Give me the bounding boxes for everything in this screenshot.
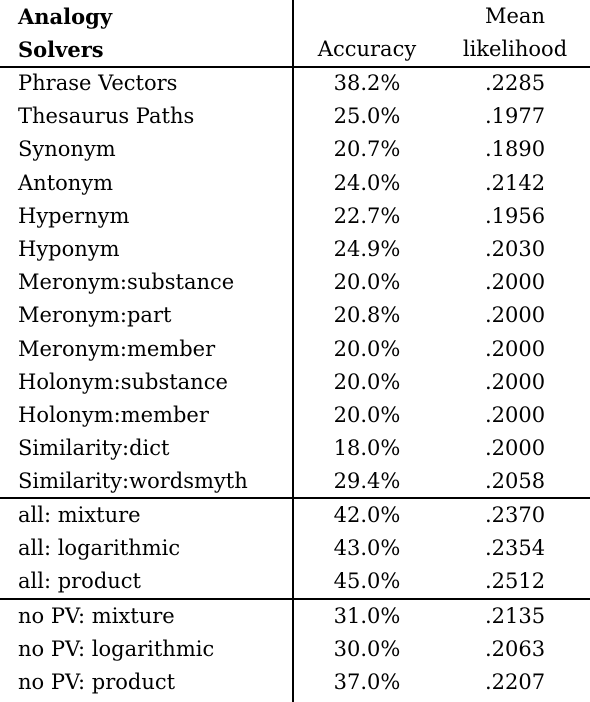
table-row: [0, 600, 590, 633]
accuracy-cell: 31.0%: [333, 604, 401, 628]
table-row: [0, 133, 590, 166]
accuracy-cell: 24.0%: [333, 170, 401, 195]
solver-name-cell: Similarity:wordsmyth: [18, 469, 248, 494]
group-individual-solvers: [0, 67, 590, 498]
accuracy-cell: 30.0%: [333, 637, 401, 662]
header-analogy-solvers-line2: Solvers: [18, 37, 104, 62]
accuracy-cell: 25.0%: [333, 104, 401, 129]
likelihood-cell: .2207: [484, 670, 546, 695]
solver-name-cell: Thesaurus Paths: [18, 104, 195, 129]
accuracy-cell: 38.2%: [333, 71, 401, 95]
header-accuracy: Accuracy: [317, 37, 417, 61]
solver-name-cell: Synonym: [18, 137, 116, 162]
likelihood-cell: .1890: [484, 137, 546, 162]
header-analogy-solvers: [18, 0, 112, 66]
table-row: [0, 666, 590, 699]
solver-name-cell: Holonym:member: [18, 402, 209, 427]
solver-name-cell: Holonym:substance: [18, 369, 228, 394]
likelihood-cell: .2000: [484, 369, 546, 394]
accuracy-cell: 20.8%: [333, 303, 401, 328]
likelihood-cell: .2142: [484, 170, 546, 195]
accuracy-cell: 20.0%: [333, 369, 401, 394]
table-row: [0, 100, 590, 133]
header-mean-likelihood-line2: likelihood: [462, 37, 568, 61]
solver-name-cell: all: logarithmic: [18, 536, 181, 561]
table-row: [0, 233, 590, 266]
table-row: [0, 399, 590, 432]
likelihood-cell: .2063: [484, 637, 546, 662]
solver-name-cell: Phrase Vectors: [18, 71, 178, 95]
group-no-pv-combinations: [0, 600, 590, 700]
solver-name-cell: all: mixture: [18, 503, 141, 527]
table-row: [0, 532, 590, 565]
accuracy-cell: 37.0%: [333, 670, 401, 695]
accuracy-cell: 20.0%: [333, 270, 401, 295]
solver-name-cell: Antonym: [18, 170, 114, 195]
solver-name-cell: no PV: logarithmic: [18, 637, 215, 662]
accuracy-cell: 24.9%: [333, 236, 401, 261]
likelihood-cell: .1956: [484, 203, 546, 228]
likelihood-cell: .2058: [484, 469, 546, 494]
accuracy-cell: 18.0%: [333, 436, 401, 461]
accuracy-cell: 43.0%: [333, 536, 401, 561]
likelihood-cell: .2285: [484, 71, 546, 95]
solver-name-cell: no PV: mixture: [18, 604, 175, 628]
solver-name-cell: no PV: product: [18, 670, 176, 695]
solver-name-cell: Meronym:part: [18, 303, 172, 328]
table-row: [0, 633, 590, 666]
likelihood-cell: .1977: [484, 104, 546, 129]
table-row: [0, 67, 590, 100]
likelihood-cell: .2000: [484, 303, 546, 328]
table-row: [0, 333, 590, 366]
likelihood-cell: .2354: [484, 536, 546, 561]
likelihood-cell: .2000: [484, 402, 546, 427]
table-row: [0, 565, 590, 598]
likelihood-cell: .2512: [484, 569, 546, 594]
likelihood-cell: .2370: [484, 503, 546, 527]
likelihood-cell: .2000: [484, 270, 546, 295]
header-mean-likelihood: [440, 0, 590, 66]
accuracy-cell: 45.0%: [333, 569, 401, 594]
solver-name-cell: Meronym:member: [18, 336, 216, 361]
solver-name-cell: Hyponym: [18, 236, 120, 261]
accuracy-cell: 42.0%: [333, 503, 401, 527]
accuracy-cell: 20.7%: [333, 137, 401, 162]
solver-name-cell: all: product: [18, 569, 141, 594]
likelihood-cell: .2030: [484, 236, 546, 261]
group-all-combinations: [0, 499, 590, 599]
table-row: [0, 432, 590, 465]
likelihood-cell: .2000: [484, 436, 546, 461]
accuracy-cell: 20.0%: [333, 402, 401, 427]
solver-name-cell: Similarity:dict: [18, 436, 170, 461]
solver-name-cell: Meronym:substance: [18, 270, 235, 295]
table-row: [0, 266, 590, 299]
likelihood-cell: .2000: [484, 336, 546, 361]
header-analogy-solvers-line1: Analogy: [18, 4, 113, 29]
table-row: [0, 167, 590, 200]
solver-name-cell: Hypernym: [18, 203, 130, 228]
table-row: [0, 200, 590, 233]
table-row: [0, 499, 590, 532]
table-row: [0, 366, 590, 399]
accuracy-cell: 29.4%: [333, 469, 401, 494]
header-mean-likelihood-line1: Mean: [485, 4, 545, 28]
table-row: [0, 299, 590, 332]
accuracy-cell: 22.7%: [333, 203, 401, 228]
table-row: [0, 465, 590, 498]
accuracy-cell: 20.0%: [333, 336, 401, 361]
likelihood-cell: .2135: [484, 604, 546, 628]
